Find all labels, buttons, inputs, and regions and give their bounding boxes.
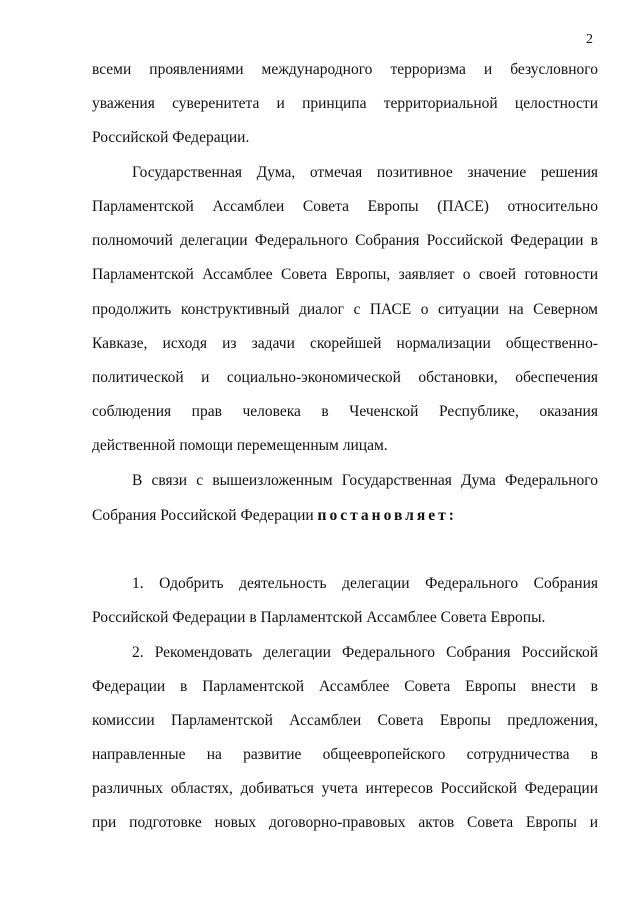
text-line: В связи с вышеизложенным Государственная Дума Федерального bbox=[132, 472, 598, 489]
page-number: 2 bbox=[586, 32, 593, 47]
text-line: уважения суверенитета и принципа территориальной целостности bbox=[92, 95, 598, 112]
text-line: 2. Рекомендовать делегации Федерального Собрания Российской bbox=[132, 644, 598, 661]
text-line: Российской Федерации в Парламентской Ассамблее Совета Европы. bbox=[92, 609, 546, 626]
text-line: Парламентской Ассамблеи Совета Европы (ПАСЕ) относительно bbox=[92, 198, 598, 215]
text-line: Кавказе, исходя из задачи скорейшей нормализации общественно- bbox=[92, 335, 598, 352]
text-line: действенной помощи перемещенным лицам. bbox=[92, 437, 388, 454]
text-line: направленные на развитие общеевропейского сотрудничества в bbox=[92, 746, 598, 763]
text-line: соблюдения прав человека в Чеченской Республике, оказания bbox=[92, 403, 598, 420]
text-line: продолжить конструктивный диалог с ПАСЕ о ситуации на Северном bbox=[92, 301, 598, 318]
text-line: всеми проявлениями международного терроризма и безусловного bbox=[92, 61, 598, 78]
text-line: политической и социально-экономической обстановки, обеспечения bbox=[92, 369, 598, 386]
resolution-keyword: постановляет: bbox=[317, 507, 457, 524]
text-line: Государственная Дума, отмечая позитивное значение решения bbox=[132, 164, 598, 181]
text-line: Собрания Российской Федерации bbox=[92, 507, 314, 524]
text-line: полномочий делегации Федерального Собрания Российской Федерации в bbox=[92, 232, 598, 249]
text-line: при подготовке новых договорно-правовых актов Совета Европы и bbox=[92, 814, 598, 831]
resolution-line bbox=[92, 506, 598, 526]
text-line: различных областях, добиваться учета интересов Российской Федерации bbox=[92, 780, 598, 797]
text-line: Федерации в Парламентской Ассамблее Совета Европы внести в bbox=[92, 678, 598, 695]
text-line: 1. Одобрить деятельность делегации Федерального Собрания bbox=[132, 575, 598, 592]
text-line: Парламентской Ассамблее Совета Европы, заявляет о своей готовности bbox=[92, 266, 598, 283]
text-line: Российской Федерации. bbox=[92, 129, 250, 146]
text-line: комиссии Парламентской Ассамблеи Совета Европы предложения, bbox=[92, 712, 598, 729]
